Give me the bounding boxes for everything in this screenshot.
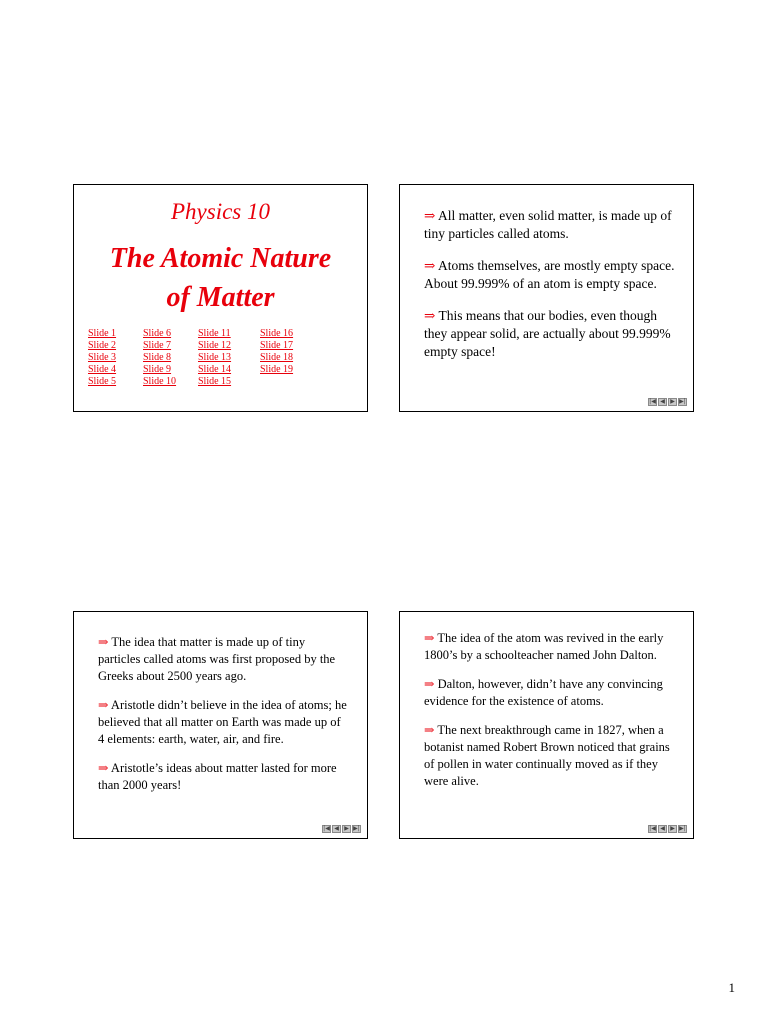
bullet-arrow-icon: ⇒: [424, 258, 436, 273]
slide-heading-line-2: of Matter: [166, 282, 275, 313]
bullet-list: [424, 207, 675, 375]
bullet-arrow-icon: ⇒: [424, 631, 435, 645]
previous-icon[interactable]: ◀: [658, 825, 667, 833]
bullet-text: All matter, even solid matter, is made up of tiny particles called atoms.: [424, 208, 672, 241]
next-icon[interactable]: ▶: [342, 825, 351, 833]
bullet-item: [424, 630, 675, 664]
bullet-item: [424, 722, 675, 790]
slide-link-2[interactable]: Slide 2: [88, 340, 117, 351]
bullet-list: [424, 630, 675, 802]
bullet-item: [424, 676, 675, 710]
slide-heading: [74, 239, 367, 317]
last-icon[interactable]: ▶|: [679, 398, 686, 405]
slide-navigation: [322, 825, 361, 833]
previous-icon[interactable]: ◀: [332, 825, 341, 833]
next-icon[interactable]: ▶: [668, 398, 677, 406]
bullet-text: The idea of the atom was revived in the early 1800’s by a schoolteacher named John Dalton.: [424, 631, 664, 662]
last-icon[interactable]: ▶|: [353, 825, 360, 832]
slide-link-14[interactable]: Slide 14: [198, 364, 232, 375]
slide-link-6[interactable]: Slide 6: [143, 328, 172, 339]
bullet-text: Atoms themselves, are mostly empty space. About 99.999% of an atom is empty space.: [424, 258, 675, 291]
bullet-item: [98, 697, 349, 748]
slide-link-13[interactable]: Slide 13: [198, 352, 232, 363]
slide-title: [73, 184, 368, 412]
bullet-arrow-icon: ⇒: [98, 635, 109, 649]
bullet-arrow-icon: ⇒: [98, 761, 109, 775]
slide-link-3[interactable]: Slide 3: [88, 352, 117, 363]
bullet-text: The idea that matter is made up of tiny particles called atoms was first proposed by the Greeks about 2500 years ago.: [98, 635, 336, 683]
slide-link-index: [88, 328, 320, 388]
first-icon[interactable]: |◀: [649, 825, 656, 832]
slide-dalton-brown: [399, 611, 694, 839]
bullet-item: [98, 760, 349, 794]
slide-link-8[interactable]: Slide 8: [143, 352, 172, 363]
slide-greek-idea: [73, 611, 368, 839]
slide-link-11[interactable]: Slide 11: [198, 328, 231, 339]
bullet-text: Dalton, however, didn’t have any convincing evidence for the existence of atoms.: [424, 677, 663, 708]
slide-navigation: [648, 398, 687, 406]
slide-link-19[interactable]: Slide 19: [260, 364, 294, 375]
bullet-item: [424, 257, 675, 293]
slide-link-16[interactable]: Slide 16: [260, 328, 294, 339]
previous-icon[interactable]: ◀: [658, 398, 667, 406]
slide-link-17[interactable]: Slide 17: [260, 340, 294, 351]
slide-link-1[interactable]: Slide 1: [88, 328, 117, 339]
slide-link-12[interactable]: Slide 12: [198, 340, 232, 351]
bullet-item: [424, 307, 675, 361]
bullet-text: This means that our bodies, even though they appear solid, are actually about 99.999% empty space!: [424, 308, 671, 359]
slide-link-7[interactable]: Slide 7: [143, 340, 172, 351]
slide-link-10[interactable]: Slide 10: [143, 376, 177, 387]
bullet-item: [424, 207, 675, 243]
bullet-text: The next breakthrough came in 1827, when a botanist named Robert Brown noticed that grains of pollen in water continually moved as if they were alive.: [424, 723, 670, 788]
slide-heading-line-1: The Atomic Nature: [109, 243, 332, 274]
last-icon[interactable]: ▶|: [679, 825, 686, 832]
slide-matter-atoms: [399, 184, 694, 412]
slide-link-18[interactable]: Slide 18: [260, 352, 294, 363]
slide-navigation: [648, 825, 687, 833]
bullet-arrow-icon: ⇒: [424, 308, 436, 323]
next-icon[interactable]: ▶: [668, 825, 677, 833]
course-title: Physics 10: [170, 199, 270, 224]
slide-link-5[interactable]: Slide 5: [88, 376, 117, 387]
bullet-arrow-icon: ⇒: [424, 208, 436, 223]
bullet-text: Aristotle didn’t believe in the idea of atoms; he believed that all matter on Earth was made up of 4 elements: earth, water, air, and fire.: [98, 698, 347, 746]
bullet-arrow-icon: ⇒: [98, 698, 109, 712]
page-number: 1: [728, 980, 735, 995]
first-icon[interactable]: |◀: [649, 398, 656, 405]
bullet-arrow-icon: ⇒: [424, 723, 435, 737]
bullet-list: [98, 634, 349, 806]
slide-link-4[interactable]: Slide 4: [88, 364, 117, 375]
bullet-item: [98, 634, 349, 685]
first-icon[interactable]: |◀: [323, 825, 330, 832]
bullet-arrow-icon: ⇒: [424, 677, 435, 691]
slide-link-15[interactable]: Slide 15: [198, 376, 232, 387]
bullet-text: Aristotle’s ideas about matter lasted for more than 2000 years!: [98, 761, 337, 792]
slide-link-9[interactable]: Slide 9: [143, 364, 172, 375]
